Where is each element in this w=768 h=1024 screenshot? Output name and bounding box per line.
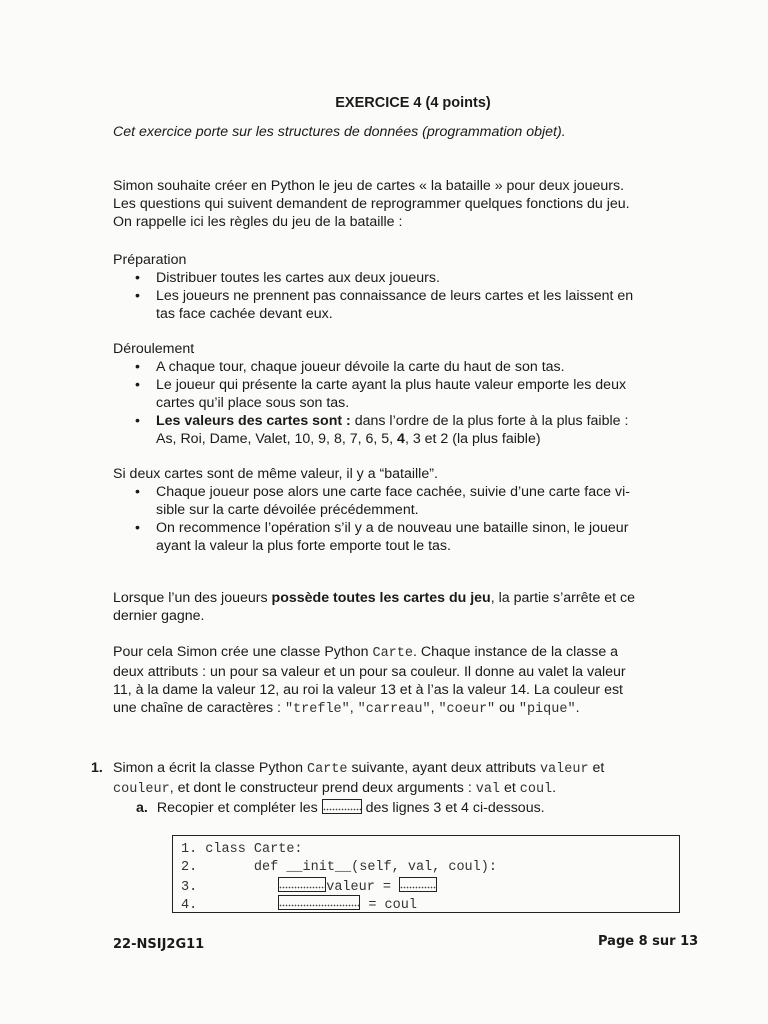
code-inline: Carte bbox=[372, 646, 413, 661]
blank-placeholder bbox=[278, 877, 326, 892]
exercise-title: EXERCICE 4 (4 points) bbox=[335, 95, 491, 111]
code-line: 4. = coul bbox=[181, 895, 671, 913]
deroulement-heading: Déroulement bbox=[113, 341, 195, 357]
code-line: 2. def __init__(self, val, coul): bbox=[181, 860, 497, 875]
code-inline: valeur bbox=[539, 762, 589, 777]
question-number: 1. bbox=[91, 760, 103, 776]
question-1a: a. Recopier et compléter les des lignes 3 et 4 ci-dessous. bbox=[136, 800, 545, 816]
list-item: • Distribuer toutes les cartes aux deux joueurs. bbox=[135, 269, 657, 287]
blank-placeholder bbox=[278, 895, 360, 910]
bataille-list bbox=[135, 483, 657, 555]
intro-line: On rappelle ici les règles du jeu de la bataille : bbox=[113, 214, 403, 230]
code-line: 1. class Carte: bbox=[181, 842, 303, 857]
blank-placeholder bbox=[322, 799, 362, 814]
list-item: • Les valeurs des cartes sont : dans l’ordre de la plus forte à la plus faible : As, Roi, Dame, Valet, 10, 9, 8, 7, 6, 5, 4, 3 et 2 (la plus faible) bbox=[135, 412, 657, 448]
code-inline: "coeur" bbox=[438, 702, 496, 717]
code-inline: "pique" bbox=[518, 702, 576, 717]
blank-placeholder bbox=[399, 877, 437, 892]
intro-line: Simon souhaite créer en Python le jeu de cartes « la bataille » pour deux joueurs. bbox=[113, 178, 625, 194]
intro-line: Les questions qui suivent demandent de reprogrammer quelques fonctions du jeu. bbox=[113, 196, 630, 212]
code-inline: "trefle" bbox=[284, 702, 350, 717]
intro-paragraph bbox=[113, 177, 658, 231]
list-item: • On recommence l’opération s’il y a de nouveau une bataille sinon, le joueur ayant la valeur la plus forte emporte tout le tas. bbox=[135, 519, 657, 555]
code-inline: couleur bbox=[113, 782, 170, 797]
code-line: 3. valeur = bbox=[181, 877, 671, 895]
code-inline: Carte bbox=[306, 762, 348, 777]
preparation-list bbox=[135, 269, 657, 323]
exercise-intro: Cet exercice porte sur les structures de données (programmation objet). bbox=[113, 124, 566, 140]
list-item: • A chaque tour, chaque joueur dévoile la carte du haut de son tas. bbox=[135, 358, 657, 376]
list-item: • Les joueurs ne prennent pas connaissance de leurs cartes et les laissent en tas face cachée devant eux. bbox=[135, 287, 657, 323]
list-item: • Le joueur qui présente la carte ayant la plus haute valeur emporte les deux cartes qu’il place sous son tas. bbox=[135, 376, 657, 412]
bataille-intro: Si deux cartes sont de même valeur, il y a “bataille”. bbox=[113, 466, 438, 482]
sub-question-letter: a. bbox=[136, 800, 148, 816]
class-description: Pour cela Simon crée une classe Python Carte. Chaque instance de la classe a deux attributs : un pour sa valeur et un pour sa couleur. Il donne au valet la valeur 11, à la dame la valeur 12, au roi la valeur 13 et à l’as la valeur 14. La couleur est une chaîne de caractères : "trefle", "carreau", "coeur" ou "pique". bbox=[113, 644, 626, 717]
list-item: • Chaque joueur pose alors une carte face cachée, suivie d’une carte face vi- sible sur la carte dévoilée précédemment. bbox=[135, 483, 657, 519]
code-inline: "carreau" bbox=[357, 702, 431, 717]
code-block bbox=[172, 835, 680, 913]
page-number: Page 8 sur 13 bbox=[598, 934, 699, 949]
question-1-text: Simon a écrit la classe Python Carte suivante, ayant deux attributs valeur et couleur, et dont le constructeur prend deux arguments : val et coul. bbox=[113, 760, 605, 797]
exam-code: 22-NSIJ2G11 bbox=[113, 937, 205, 952]
code-inline: coul bbox=[519, 782, 553, 797]
code-inline: val bbox=[475, 782, 501, 797]
end-rule-paragraph: Lorsque l’un des joueurs possède toutes les cartes du jeu, la partie s’arrête et ce dernier gagne. bbox=[113, 590, 636, 624]
deroulement-list bbox=[135, 358, 657, 448]
preparation-heading: Préparation bbox=[113, 252, 187, 268]
